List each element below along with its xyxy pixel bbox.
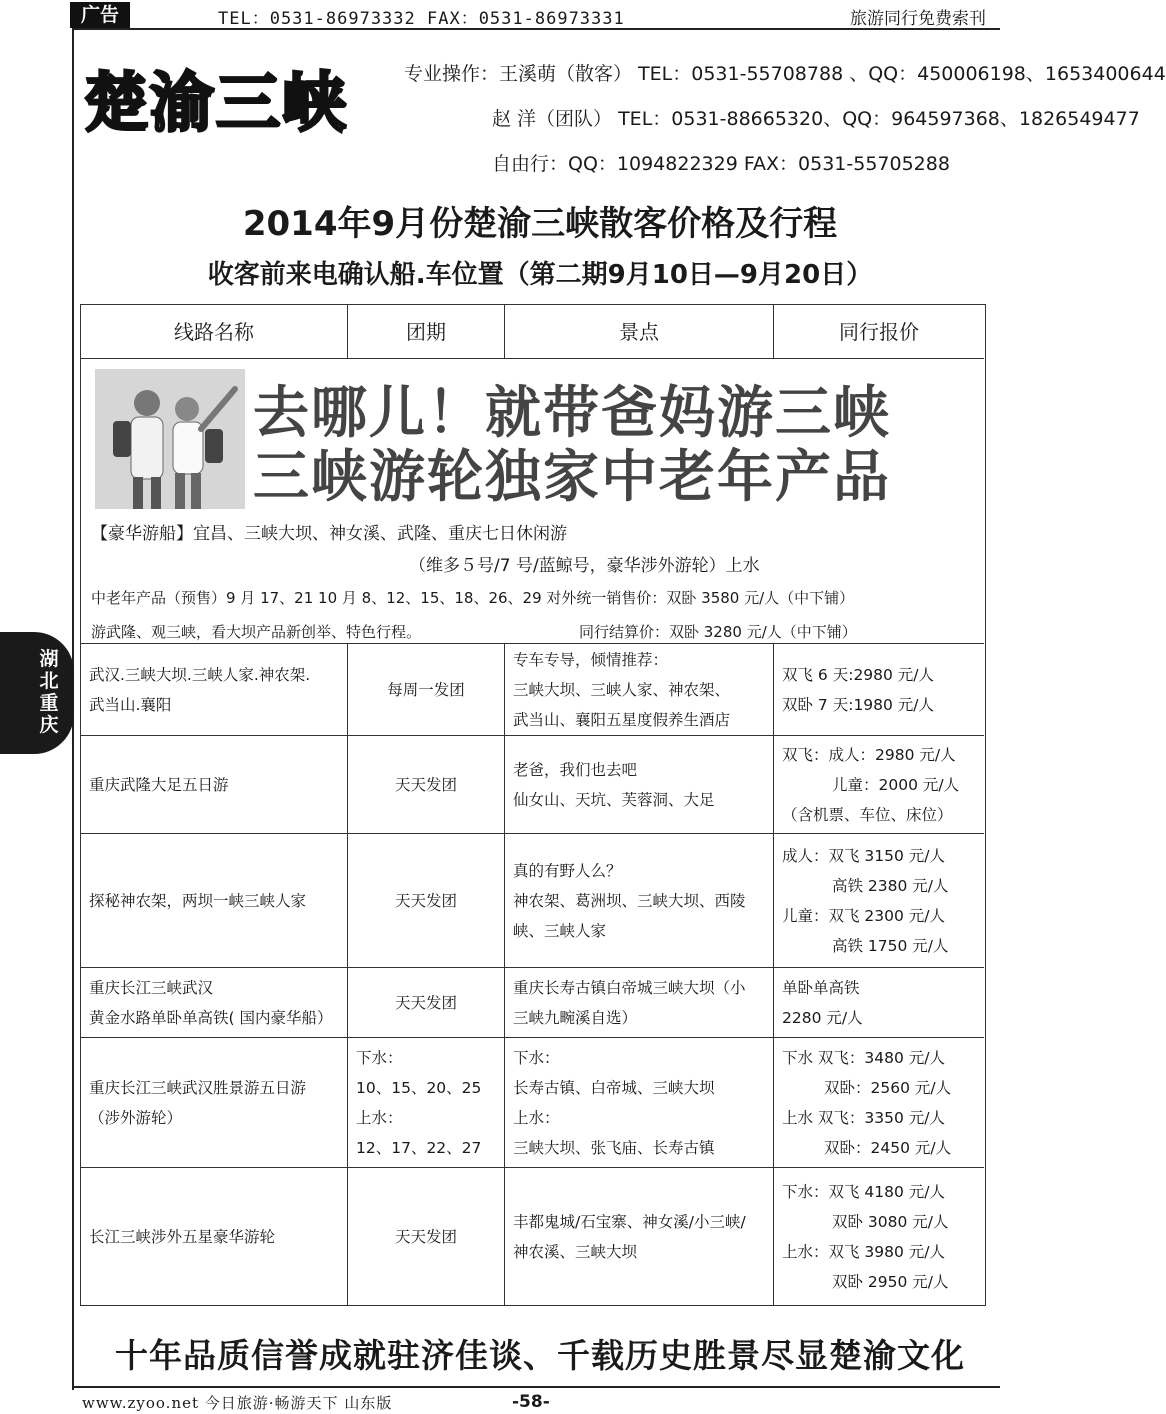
ad-label: 广告: [70, 2, 130, 28]
header-price: 同行报价: [774, 305, 984, 359]
departure-dates: 天天发团: [348, 1168, 505, 1305]
table-row: [81, 736, 984, 834]
contact-line-3: 自由行：QQ：1094822329 FAX：0531-55705288: [492, 153, 950, 175]
table-row: [81, 968, 984, 1038]
trade-price: 成人：双飞 3150 元/人 高铁 2380 元/人 儿童：双飞 2300 元/人 高铁 1750 元/人: [782, 846, 949, 955]
promo-banner: [81, 359, 984, 644]
promo-line-4b: 同行结算价：双卧 3280 元/人（中下铺）: [579, 623, 857, 641]
page-subtitle: 收客前来电确认船.车位置（第二期9月10日—9月20日）: [207, 260, 873, 290]
attractions: 丰都鬼城/石宝寨、神女溪/小三峡/ 神农溪、三峡大坝: [505, 1168, 774, 1305]
attractions: 重庆长寿古镇白帝城三峡大坝（小 三峡九畹溪自选）: [505, 968, 774, 1037]
elderly-couple-photo: [95, 369, 245, 509]
price-table: [80, 304, 986, 1306]
slogan: 十年品质信誉成就驻济佳谈、千载历史胜景尽显楚渝文化: [115, 1336, 965, 1375]
header-route: 线路名称: [81, 305, 348, 359]
promo-line-4a: 游武隆、观三峡，看大坝产品新创举、特色行程。: [91, 623, 422, 641]
region-tab: 湖 北 重 庆: [0, 632, 74, 754]
trade-price: 单卧单高铁 2280 元/人: [782, 978, 863, 1027]
publication-tagline: 旅游同行免费索刊: [850, 9, 986, 29]
contact-line-2: 赵 洋（团队） TEL：0531-88665320、QQ：964597368、1826549477: [492, 108, 1140, 130]
attractions: 专车专导，倾情推荐： 三峡大坝、三峡人家、神农架、 武当山、襄阳五星度假养生酒店: [505, 644, 774, 735]
top-bar: [0, 0, 1000, 30]
contact-line-1: 专业操作：王溪萌（散客） TEL：0531-55708788 、QQ：450006198、1653400644: [404, 63, 1166, 85]
promo-line-1: 【豪华游船】宜昌、三峡大坝、神女溪、武隆、重庆七日休闲游: [91, 524, 567, 544]
attractions: 下水： 长寿古镇、白帝城、三峡大坝 上水： 三峡大坝、张飞庙、长寿古镇: [505, 1038, 774, 1167]
footer-rule: [74, 1386, 1000, 1388]
route-name: 探秘神农架，两坝一峡三峡人家: [81, 834, 348, 967]
top-contact: TEL：0531-86973332 FAX：0531-86973331: [218, 4, 625, 30]
departure-dates: 天天发团: [348, 736, 505, 833]
page-title: 2014年9月份楚渝三峡散客价格及行程: [242, 204, 838, 244]
header-spots: 景点: [505, 305, 774, 359]
promo-line-3: 中老年产品（预售）9 月 17、21 10 月 8、12、15、18、26、29 对外统一销售价：双卧 3580 元/人（中下铺）: [91, 589, 855, 607]
departure-dates: 每周一发团: [348, 644, 505, 735]
route-name: 重庆长江三峡武汉胜景游五日游 （涉外游轮）: [81, 1038, 348, 1167]
table-row: [81, 1038, 984, 1168]
promo-line-2: （维多５号/7 号/蓝鲸号，豪华涉外游轮）上水: [409, 556, 760, 576]
route-name: 武汉.三峡大坝.三峡人家.神农架. 武当山.襄阳: [81, 644, 348, 735]
promo-headline-2: 三峡游轮独家中老年产品: [253, 445, 891, 510]
trade-price: 双飞：成人：2980 元/人 儿童：2000 元/人 （含机票、车位、床位）: [782, 745, 960, 824]
departure-dates: 天天发团: [348, 968, 505, 1037]
trade-price: 下水 双飞：3480 元/人 双卧：2560 元/人 上水 双飞：3350 元/人 双卧：2450 元/人: [782, 1048, 952, 1157]
departure-dates: 下水： 10、15、20、25 上水： 12、17、22、27: [348, 1038, 505, 1167]
table-row: [81, 834, 984, 968]
route-name: 长江三峡涉外五星豪华游轮: [81, 1168, 348, 1305]
header-dates: 团期: [348, 305, 505, 359]
table-row: [81, 644, 984, 736]
trade-price: 双飞 6 天:2980 元/人 双卧 7 天:1980 元/人: [782, 665, 935, 714]
route-name: 重庆武隆大足五日游: [81, 736, 348, 833]
route-name: 重庆长江三峡武汉 黄金水路单卧单高铁( 国内豪华船）: [81, 968, 348, 1037]
footer-site: www.zyoo.net 今日旅游·畅游天下 山东版: [82, 1394, 393, 1412]
attractions: 真的有野人么？ 神农架、葛洲坝、三峡大坝、西陵 峡、三峡人家: [505, 834, 774, 967]
promo-headline-1: 去哪儿！就带爸妈游三峡: [253, 381, 891, 446]
attractions: 老爸，我们也去吧 仙女山、天坑、芙蓉洞、大足: [505, 736, 774, 833]
contact-block: [404, 52, 1166, 187]
brand-logo: 楚渝三峡: [84, 67, 348, 141]
page-number: -58-: [512, 1392, 550, 1412]
table-row: [81, 1168, 984, 1305]
trade-price: 下水：双飞 4180 元/人 双卧 3080 元/人 上水：双飞 3980 元/人 双卧 2950 元/人: [782, 1182, 949, 1291]
departure-dates: 天天发团: [348, 834, 505, 967]
